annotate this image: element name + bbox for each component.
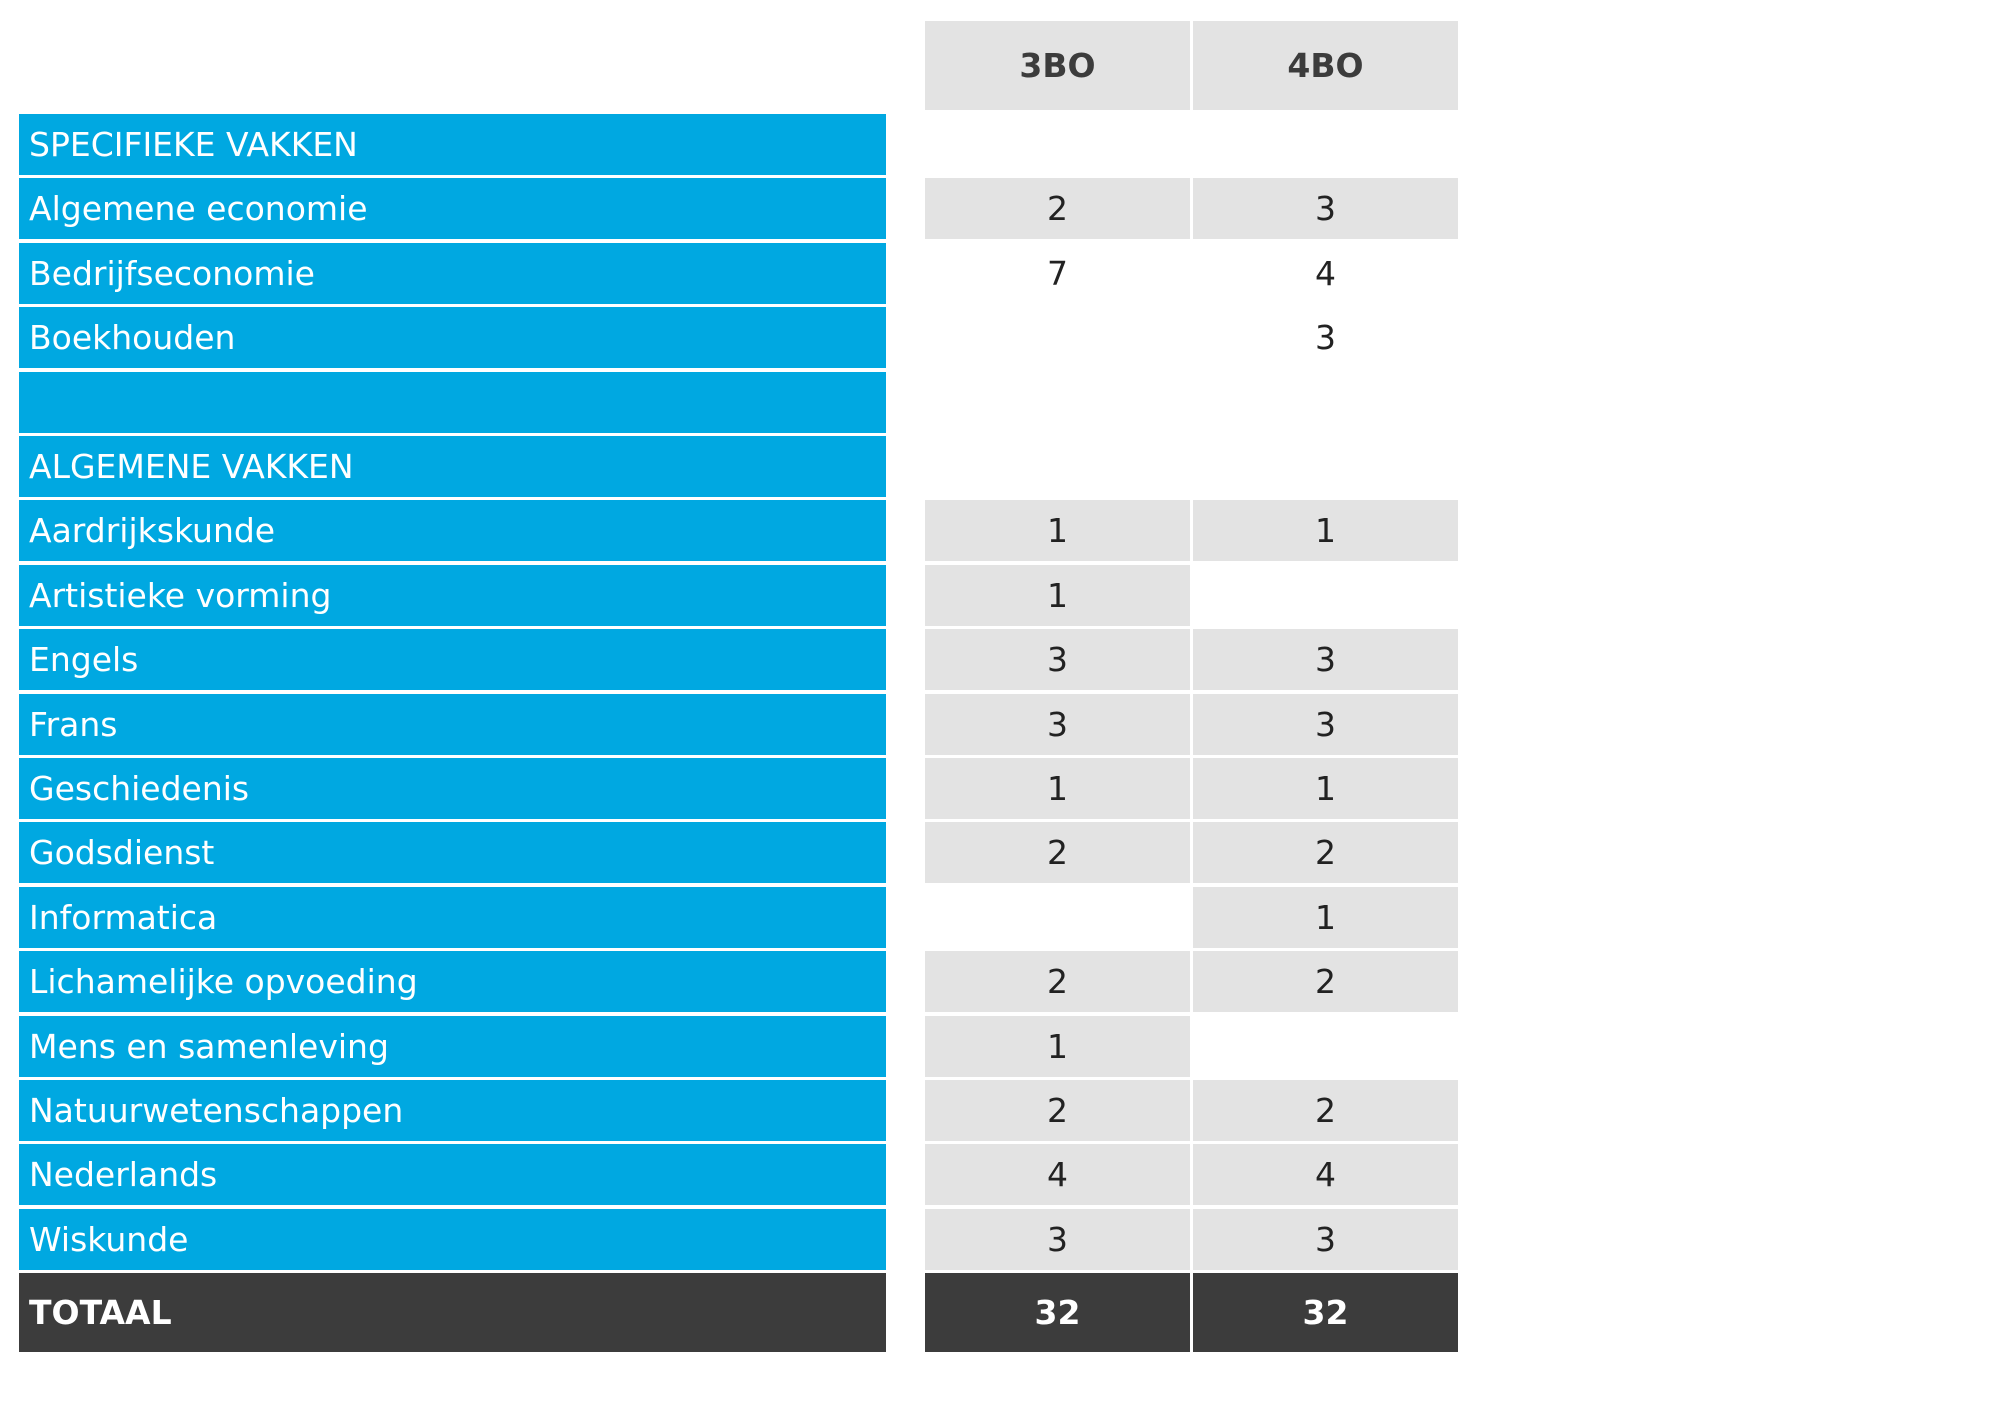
- table-row: [0, 694, 2000, 755]
- hours-4bo: 3: [1193, 629, 1458, 690]
- hours-4bo: 2: [1193, 951, 1458, 1012]
- table-row: [0, 951, 2000, 1012]
- hours-4bo: 1: [1193, 887, 1458, 948]
- table-row: [0, 1144, 2000, 1205]
- subject-label: Nederlands: [19, 1144, 886, 1205]
- subject-label: Lichamelijke opvoeding: [19, 951, 886, 1012]
- hours-4bo: 3: [1193, 694, 1458, 755]
- column-header-3bo: 3BO: [925, 21, 1190, 110]
- hours-3bo: 1: [925, 1016, 1190, 1077]
- subject-label: Aardrijkskunde: [19, 500, 886, 561]
- subject-label: Godsdienst: [19, 822, 886, 883]
- table-row: [0, 307, 2000, 368]
- hours-3bo: 3: [925, 694, 1190, 755]
- subject-label: Mens en samenleving: [19, 1016, 886, 1077]
- table-row: [0, 822, 2000, 883]
- hours-3bo: 7: [1047, 253, 1068, 293]
- subject-label: [19, 372, 886, 433]
- hours-3bo: 3: [925, 629, 1190, 690]
- subject-label: ALGEMENE VAKKEN: [19, 436, 886, 497]
- table-row: [0, 178, 2000, 239]
- hours-4bo: 3: [1193, 1209, 1458, 1270]
- subject-label: Bedrijfseconomie: [19, 243, 886, 304]
- table-row: [0, 500, 2000, 561]
- table-row: [0, 565, 2000, 626]
- hours-3bo: [925, 887, 1190, 948]
- table-row: [0, 114, 2000, 175]
- hours-3bo: [925, 372, 1190, 433]
- hours-3bo: 1: [925, 565, 1190, 626]
- hours-4bo: [1193, 372, 1458, 433]
- hours-4bo: 4: [1193, 1144, 1458, 1205]
- table-row: [0, 1016, 2000, 1077]
- hours-4bo: 2: [1193, 1080, 1458, 1141]
- hours-4bo: 3: [1193, 178, 1458, 239]
- subject-label: Artistieke vorming: [19, 565, 886, 626]
- subject-label: Frans: [19, 694, 886, 755]
- table-row: [0, 1080, 2000, 1141]
- hours-3bo: 1: [925, 500, 1190, 561]
- subject-label: Boekhouden: [19, 307, 886, 368]
- hours-4bo: [1193, 436, 1458, 497]
- table-row: [0, 372, 2000, 433]
- hours-3bo: 2: [925, 951, 1190, 1012]
- subject-label: Engels: [19, 629, 886, 690]
- table-row: [0, 758, 2000, 819]
- table-row: [0, 887, 2000, 948]
- hours-3bo: [925, 436, 1190, 497]
- total-4bo: 32: [1193, 1273, 1458, 1352]
- hours-3bo: 4: [925, 1144, 1190, 1205]
- subject-label: Informatica: [19, 887, 886, 948]
- hours-3bo: 3: [925, 1209, 1190, 1270]
- hours-4bo: 3: [1315, 318, 1336, 358]
- hours-3bo: 2: [925, 822, 1190, 883]
- total-3bo: 32: [925, 1273, 1190, 1352]
- table-row: [0, 243, 2000, 304]
- hours-4bo: [1193, 565, 1458, 626]
- hours-3bo: 2: [925, 178, 1190, 239]
- total-row: [0, 1273, 2000, 1352]
- table-row: [0, 1209, 2000, 1270]
- hours-4bo: 2: [1193, 822, 1458, 883]
- hours-3bo: [925, 307, 1190, 368]
- subject-label: SPECIFIEKE VAKKEN: [19, 114, 886, 175]
- hours-4bo: 1: [1193, 758, 1458, 819]
- column-header-4bo: 4BO: [1193, 21, 1458, 110]
- subject-label: Algemene economie: [19, 178, 886, 239]
- hours-4bo: [1193, 1016, 1458, 1077]
- table-row: [0, 436, 2000, 497]
- hours-3bo: [925, 114, 1190, 175]
- hours-4bo: 4: [1315, 253, 1336, 293]
- subject-label: Geschiedenis: [19, 758, 886, 819]
- hours-3bo: 2: [925, 1080, 1190, 1141]
- total-label: TOTAAL: [19, 1273, 886, 1352]
- hours-4bo: 1: [1193, 500, 1458, 561]
- hours-3bo: 1: [925, 758, 1190, 819]
- hours-4bo: [1193, 114, 1458, 175]
- table-row: [0, 629, 2000, 690]
- subject-label: Wiskunde: [19, 1209, 886, 1270]
- subject-label: Natuurwetenschappen: [19, 1080, 886, 1141]
